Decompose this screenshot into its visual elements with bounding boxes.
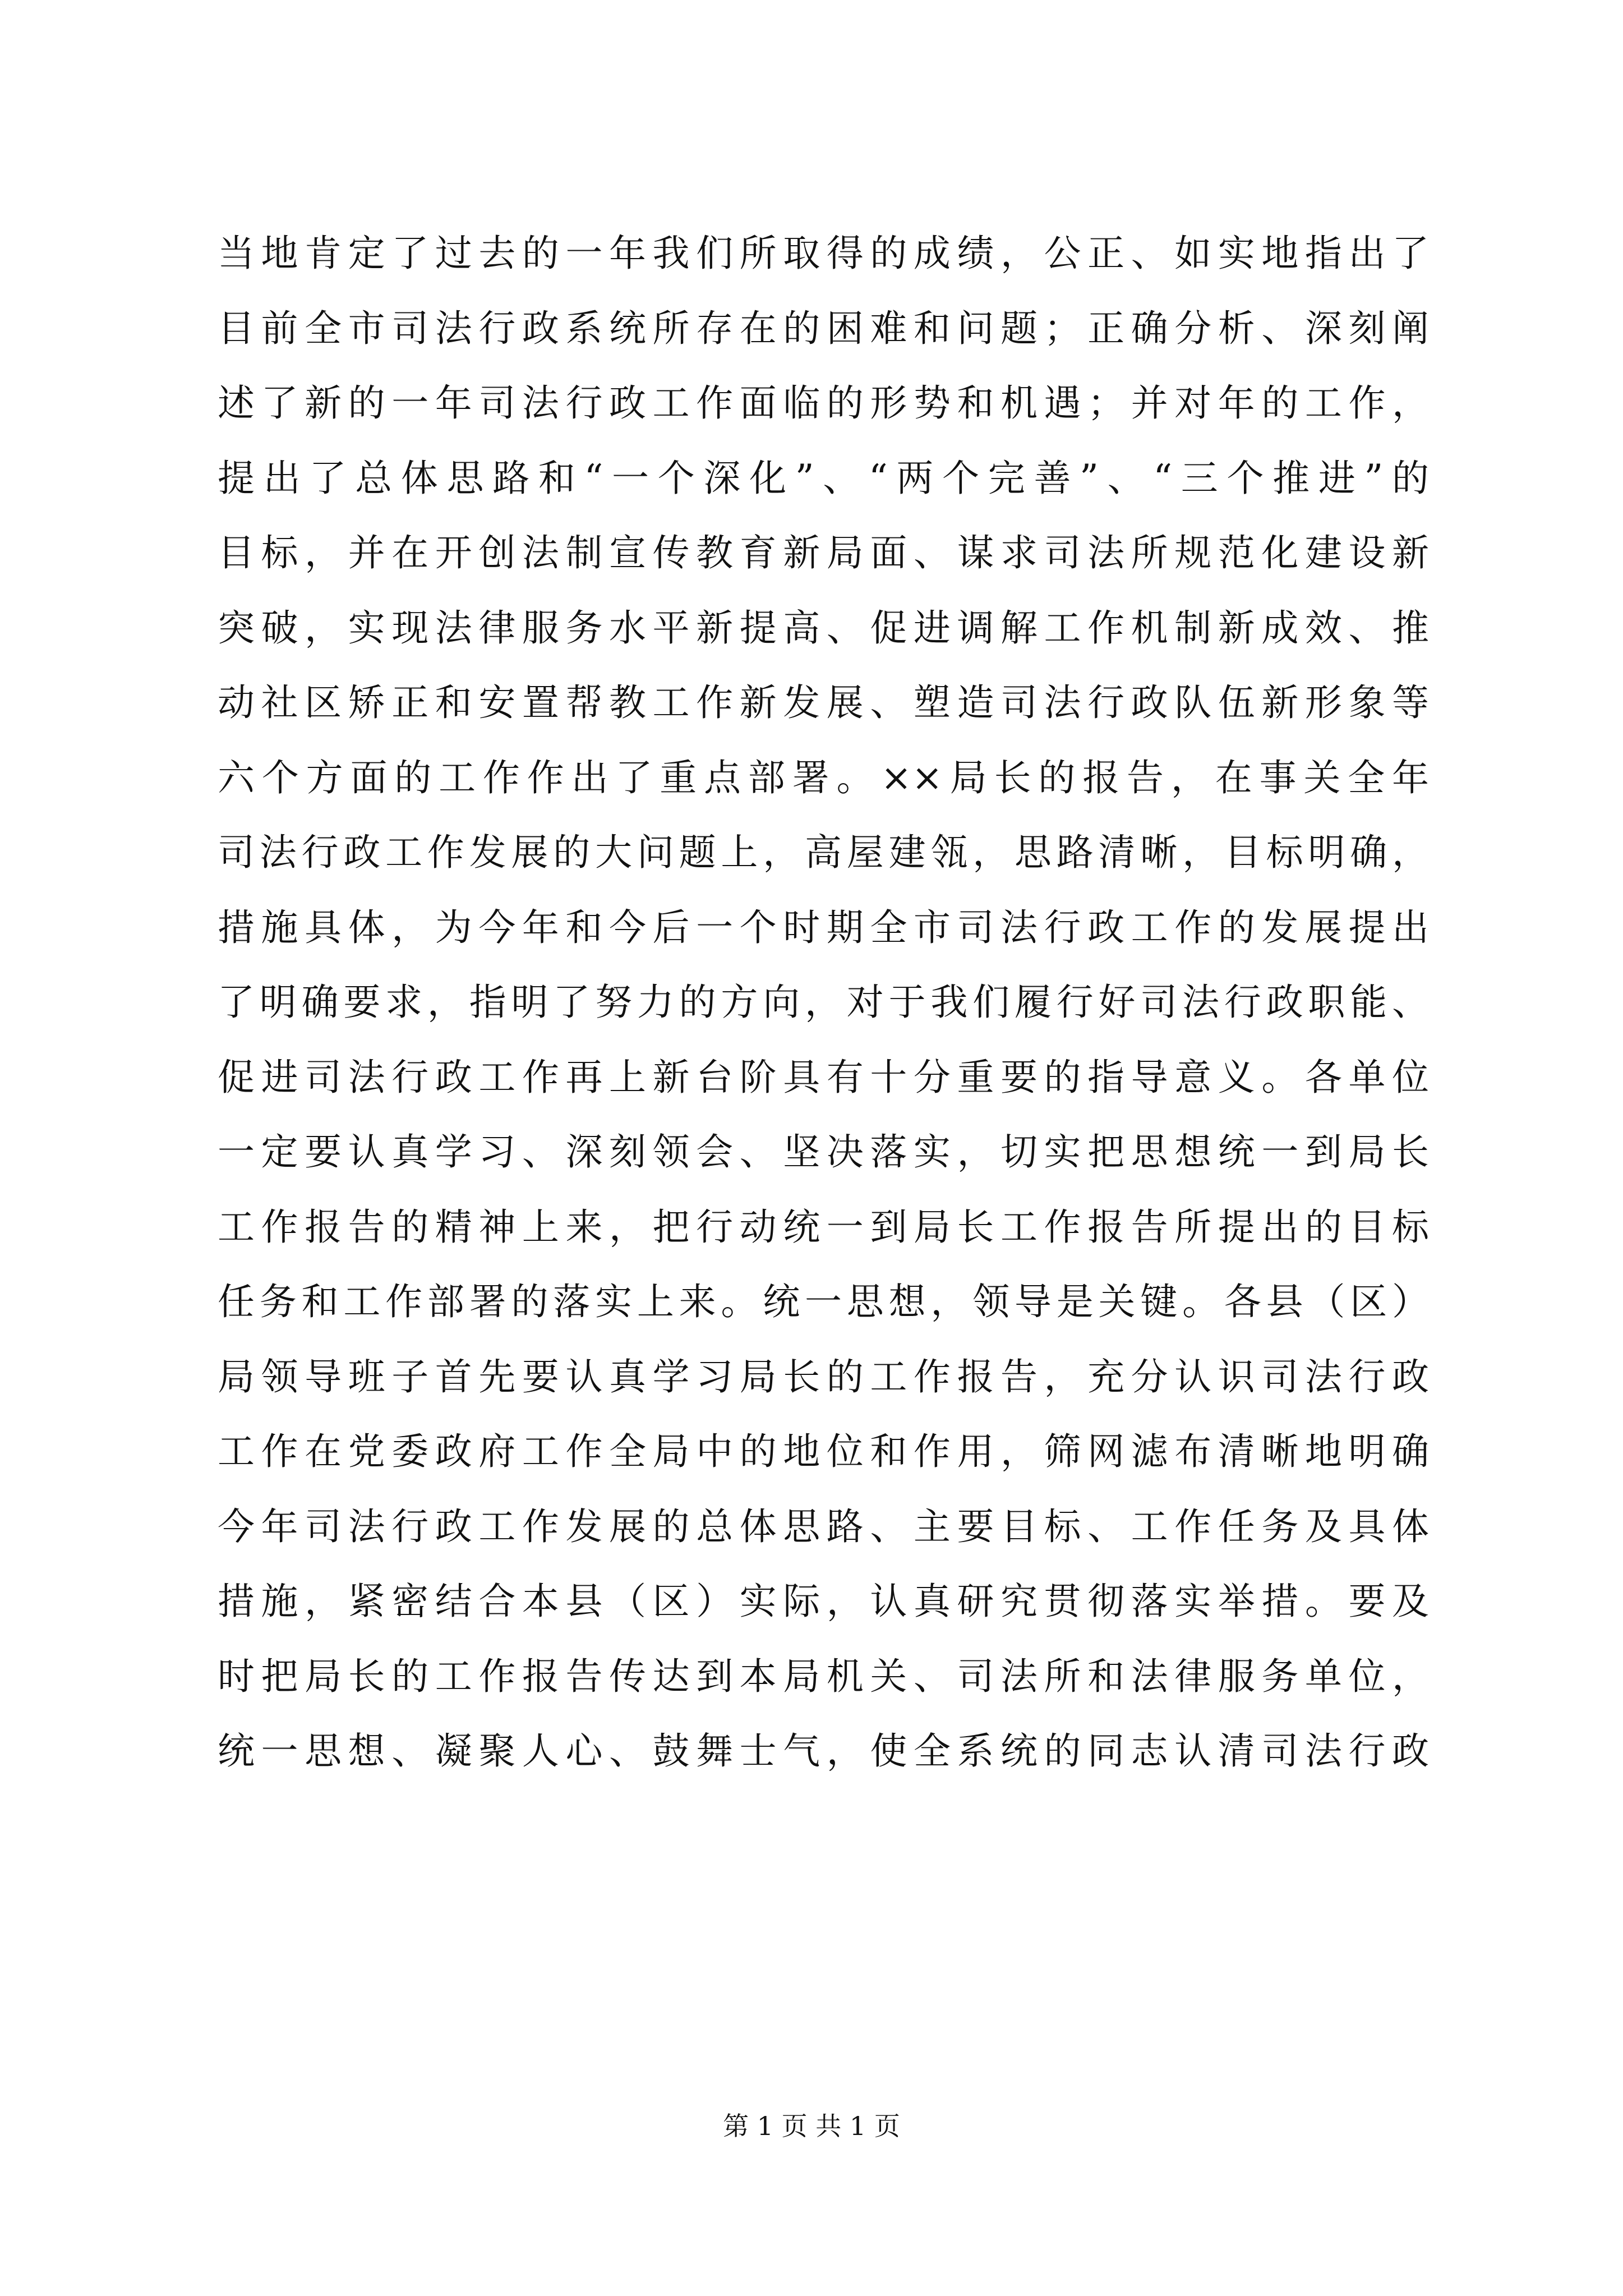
- text-line-9: 司法行政工作发展的大问题上，高屋建瓴，思路清晰，目标明确，: [218, 831, 1429, 874]
- text-line-15: 任务和工作部署的落实上来。统一思想，领导是关键。各县（区）: [218, 1280, 1429, 1323]
- text-line-12: 促进司法行政工作再上新台阶具有十分重要的指导意义。各单位: [218, 1055, 1429, 1099]
- text-line-21: 统一思想、凝聚人心、鼓舞士气，使全系统的同志认清司法行政: [218, 1729, 1429, 1773]
- text-line-19: 措施，紧密结合本县（区）实际，认真研究贯彻落实举措。要及: [218, 1580, 1429, 1623]
- text-line-18: 今年司法行政工作发展的总体思路、主要目标、工作任务及具体: [218, 1504, 1429, 1548]
- text-line-10: 措施具体，为今年和今后一个时期全市司法行政工作的发展提出: [218, 905, 1429, 949]
- text-line-17: 工作在党委政府工作全局中的地位和作用，筛网滤布清晰地明确: [218, 1430, 1429, 1473]
- text-line-8: 六个方面的工作作出了重点部署。××局长的报告，在事关全年: [218, 756, 1429, 799]
- document-body: [218, 216, 1429, 1789]
- text-line-11: 了明确要求，指明了努力的方向，对于我们履行好司法行政职能、: [218, 981, 1429, 1024]
- text-line-14: 工作报告的精神上来，把行动统一到局长工作报告所提出的目标: [218, 1205, 1429, 1249]
- text-line-20: 时把局长的工作报告传达到本局机关、司法所和法律服务单位，: [218, 1654, 1429, 1698]
- text-line-7: 动社区矫正和安置帮教工作新发展、塑造司法行政队伍新形象等: [218, 681, 1429, 724]
- page-number-label: 第 1 页 共 1 页: [723, 2111, 900, 2141]
- text-line-5: 目标，并在开创法制宣传教育新局面、谋求司法所规范化建设新: [218, 531, 1429, 574]
- text-line-16: 局领导班子首先要认真学习局长的工作报告，充分认识司法行政: [218, 1355, 1429, 1398]
- text-line-13: 一定要认真学习、深刻领会、坚决落实，切实把思想统一到局长: [218, 1130, 1429, 1174]
- text-line-6: 突破，实现法律服务水平新提高、促进调解工作机制新成效、推: [218, 606, 1429, 650]
- text-line-1: 当地肯定了过去的一年我们所取得的成绩，公正、如实地指出了: [218, 232, 1429, 275]
- text-line-4: 提出了总体思路和“一个深化”、“两个完善”、“三个推进”的: [218, 456, 1429, 500]
- text-line-2: 目前全市司法行政系统所存在的困难和问题；正确分析、深刻阐: [218, 306, 1429, 350]
- text-line-3: 述了新的一年司法行政工作面临的形势和机遇；并对年的工作，: [218, 381, 1429, 425]
- page-footer: [0, 2109, 1623, 2143]
